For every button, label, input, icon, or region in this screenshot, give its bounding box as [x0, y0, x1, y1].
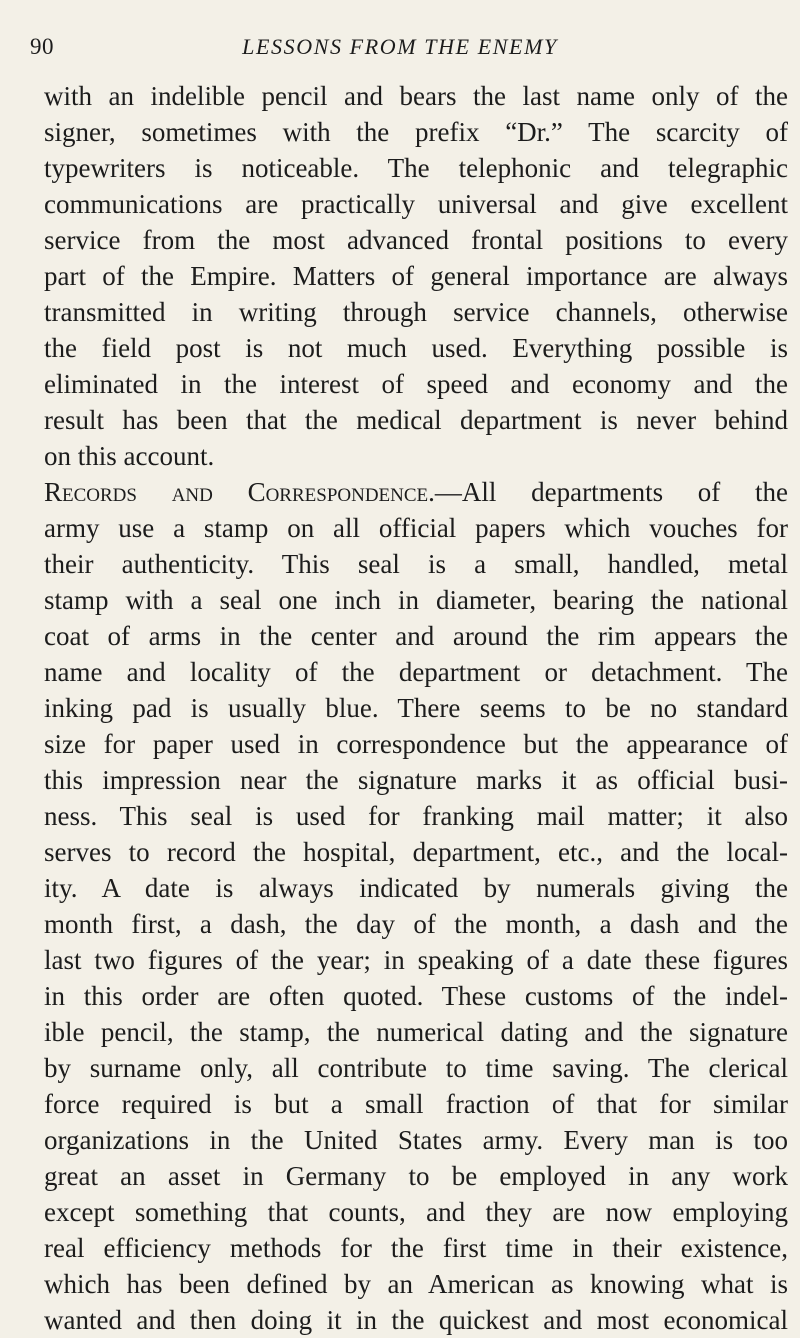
section-heading: Records and Correspondence.	[44, 477, 435, 507]
text-line: their authenticity. This seal is a small, handled, metal	[44, 549, 788, 579]
text-line: on this account.	[44, 441, 215, 471]
paragraph-first-line	[44, 474, 788, 510]
text-line: ible pencil, the stamp, the numerical dating and the signature	[44, 1017, 788, 1047]
text-line: signer, sometimes with the prefix “Dr.” The scarcity of	[44, 117, 788, 147]
text-line: wanted and then doing it in the quickest and most economical	[44, 1305, 788, 1335]
text-line: this impression near the signature marks it as official busi-	[44, 765, 788, 795]
text-line: eliminated in the interest of speed and economy and the	[44, 369, 788, 399]
running-head	[0, 34, 800, 64]
text-line: coat of arms in the center and around the rim appears the	[44, 621, 788, 651]
text-line: last two figures of the year; in speaking of a date these figures	[44, 945, 788, 975]
text-line: real efficiency methods for the first time in their existence,	[44, 1233, 788, 1263]
text-run: —All departments of the	[434, 477, 788, 507]
text-line: except something that counts, and they are now employing	[44, 1197, 788, 1227]
text-line: service from the most advanced frontal positions to every	[44, 225, 788, 255]
text-line: great an asset in Germany to be employed in any work	[44, 1161, 788, 1191]
text-line: ity. A date is always indicated by numerals giving the	[44, 873, 788, 903]
page-number: 90	[30, 34, 54, 59]
text-line: transmitted in writing through service channels, otherwise	[44, 297, 788, 327]
text-line: name and locality of the department or detachment. The	[44, 657, 788, 687]
text-line: in this order are often quoted. These customs of the indel-	[44, 981, 788, 1011]
text-line: by surname only, all contribute to time saving. The clerical	[44, 1053, 788, 1083]
text-line: ness. This seal is used for franking mail matter; it also	[44, 801, 788, 831]
text-line: communications are practically universal and give excellent	[44, 189, 788, 219]
text-line: part of the Empire. Matters of general importance are always	[44, 261, 788, 291]
text-line: the field post is not much used. Everything possible is	[44, 333, 788, 363]
page-body	[44, 78, 788, 1338]
text-line: month first, a dash, the day of the month, a dash and the	[44, 909, 788, 939]
text-line: stamp with a seal one inch in diameter, bearing the national	[44, 585, 788, 615]
text-line: army use a stamp on all official papers which vouches for	[44, 513, 788, 543]
text-line: which has been defined by an American as knowing what is	[44, 1269, 788, 1299]
text-line: organizations in the United States army. Every man is too	[44, 1125, 788, 1155]
text-line: inking pad is usually blue. There seems to be no standard	[44, 693, 788, 723]
running-title: LESSONS FROM THE ENEMY	[242, 34, 558, 59]
text-line: size for paper used in correspondence but the appearance of	[44, 729, 788, 759]
text-line: typewriters is noticeable. The telephonic and telegraphic	[44, 153, 788, 183]
text-line: with an indelible pencil and bears the last name only of the	[44, 81, 788, 111]
text-line: force required is but a small fraction of that for similar	[44, 1089, 788, 1119]
text-line: serves to record the hospital, department, etc., and the local-	[44, 837, 788, 867]
text-line: result has been that the medical department is never behind	[44, 405, 788, 435]
